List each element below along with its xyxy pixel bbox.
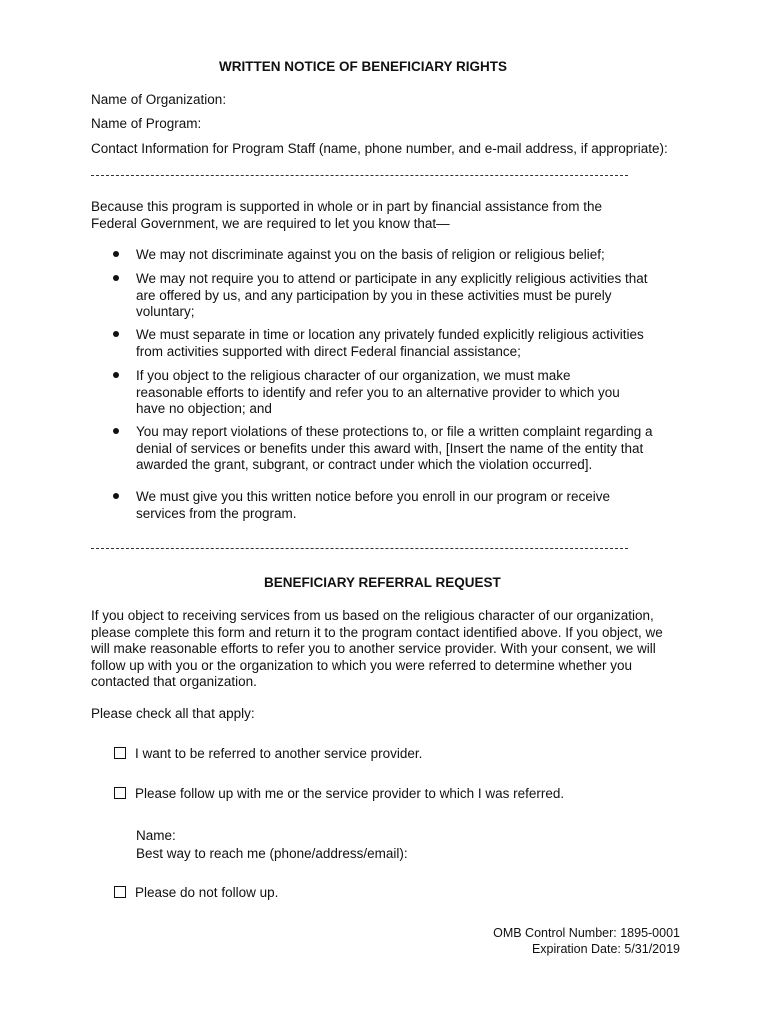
bullet-line: voluntary; xyxy=(136,304,195,319)
referral-line: follow up with you or the organization to which you were referred to determine whether you xyxy=(91,657,633,673)
intro-paragraph xyxy=(91,199,691,232)
bullet-line: If you object to the religious character of our organization, we must make xyxy=(136,368,571,383)
bullet-line: have no objection; and xyxy=(136,401,272,416)
bullet-item xyxy=(136,271,676,321)
referral-title: BENEFICIARY REFERRAL REQUEST xyxy=(264,575,501,590)
omb-control-number: OMB Control Number: 1895-0001 xyxy=(493,926,680,940)
follow-up-checkbox[interactable] xyxy=(114,787,126,799)
refer-option-label: I want to be referred to another service provider. xyxy=(135,746,423,761)
no-follow-up-checkbox[interactable] xyxy=(114,886,126,898)
bullet-icon xyxy=(113,428,119,434)
bullet-line: We must separate in time or location any privately funded explicitly religious activities xyxy=(136,327,644,342)
bullet-line: We must give you this written notice before you enroll in our program or receive xyxy=(136,489,610,504)
contact-field-label: Contact Information for Program Staff (name, phone number, and e-mail address, if appropriate): xyxy=(91,141,668,156)
bullet-item xyxy=(136,247,676,264)
bullet-item xyxy=(136,368,676,418)
program-field-label: Name of Program: xyxy=(91,116,202,131)
no-follow-up-option-label: Please do not follow up. xyxy=(135,885,279,900)
bullet-line: You may report violations of these protections to, or file a written complaint regarding a xyxy=(136,424,653,439)
referral-line: contacted that organization. xyxy=(91,674,257,689)
referral-line: will make reasonable efforts to refer you to another service provider. With your consent, we will xyxy=(91,641,656,656)
bullet-line: from activities supported with direct Federal financial assistance; xyxy=(136,343,521,359)
intro-line: Because this program is supported in whole or in part by financial assistance from the xyxy=(91,199,603,214)
bullet-line: services from the program. xyxy=(136,505,297,521)
bullet-icon xyxy=(113,251,119,257)
bullet-line: awarded the grant, subgrant, or contract under which the violation occurred]. xyxy=(136,457,593,472)
bullet-icon xyxy=(113,275,119,281)
bullet-item xyxy=(136,489,676,522)
referral-line: If you object to receiving services from us based on the religious character of our organization, xyxy=(91,608,654,623)
bullet-line: We may not discriminate against you on the basis of religion or religious belief; xyxy=(136,247,605,262)
refer-checkbox[interactable] xyxy=(114,747,126,759)
referral-line: please complete this form and return it to the program contact identified above. If you object, we xyxy=(91,624,663,640)
bullet-line: are offered by us, and any participation by you in these activities must be purely xyxy=(136,287,612,303)
organization-field-label: Name of Organization: xyxy=(91,92,227,107)
bullet-icon xyxy=(113,372,119,378)
best-way-field-label: Best way to reach me (phone/address/email): xyxy=(136,846,408,861)
name-field-label: Name: xyxy=(136,828,176,843)
bullet-line: We may not require you to attend or participate in any explicitly religious activities that xyxy=(136,271,648,286)
check-instruction: Please check all that apply: xyxy=(91,706,255,721)
bullet-icon xyxy=(113,331,119,337)
divider-top xyxy=(91,175,628,176)
referral-paragraph xyxy=(91,608,691,691)
bullet-line: denial of services or benefits under this award with, [Insert the name of the entity that xyxy=(136,440,644,456)
bullet-line: reasonable efforts to identify and refer you to an alternative provider to which you xyxy=(136,384,620,400)
expiration-date: Expiration Date: 5/31/2019 xyxy=(531,942,680,956)
follow-up-option-label: Please follow up with me or the service provider to which I was referred. xyxy=(135,786,565,801)
divider-bottom xyxy=(91,548,628,549)
page-title: WRITTEN NOTICE OF BENEFICIARY RIGHTS xyxy=(219,59,508,74)
bullet-icon xyxy=(113,493,119,499)
bullet-item xyxy=(136,327,676,360)
intro-line: Federal Government, we are required to let you know that— xyxy=(91,215,450,231)
bullet-item xyxy=(136,424,676,474)
